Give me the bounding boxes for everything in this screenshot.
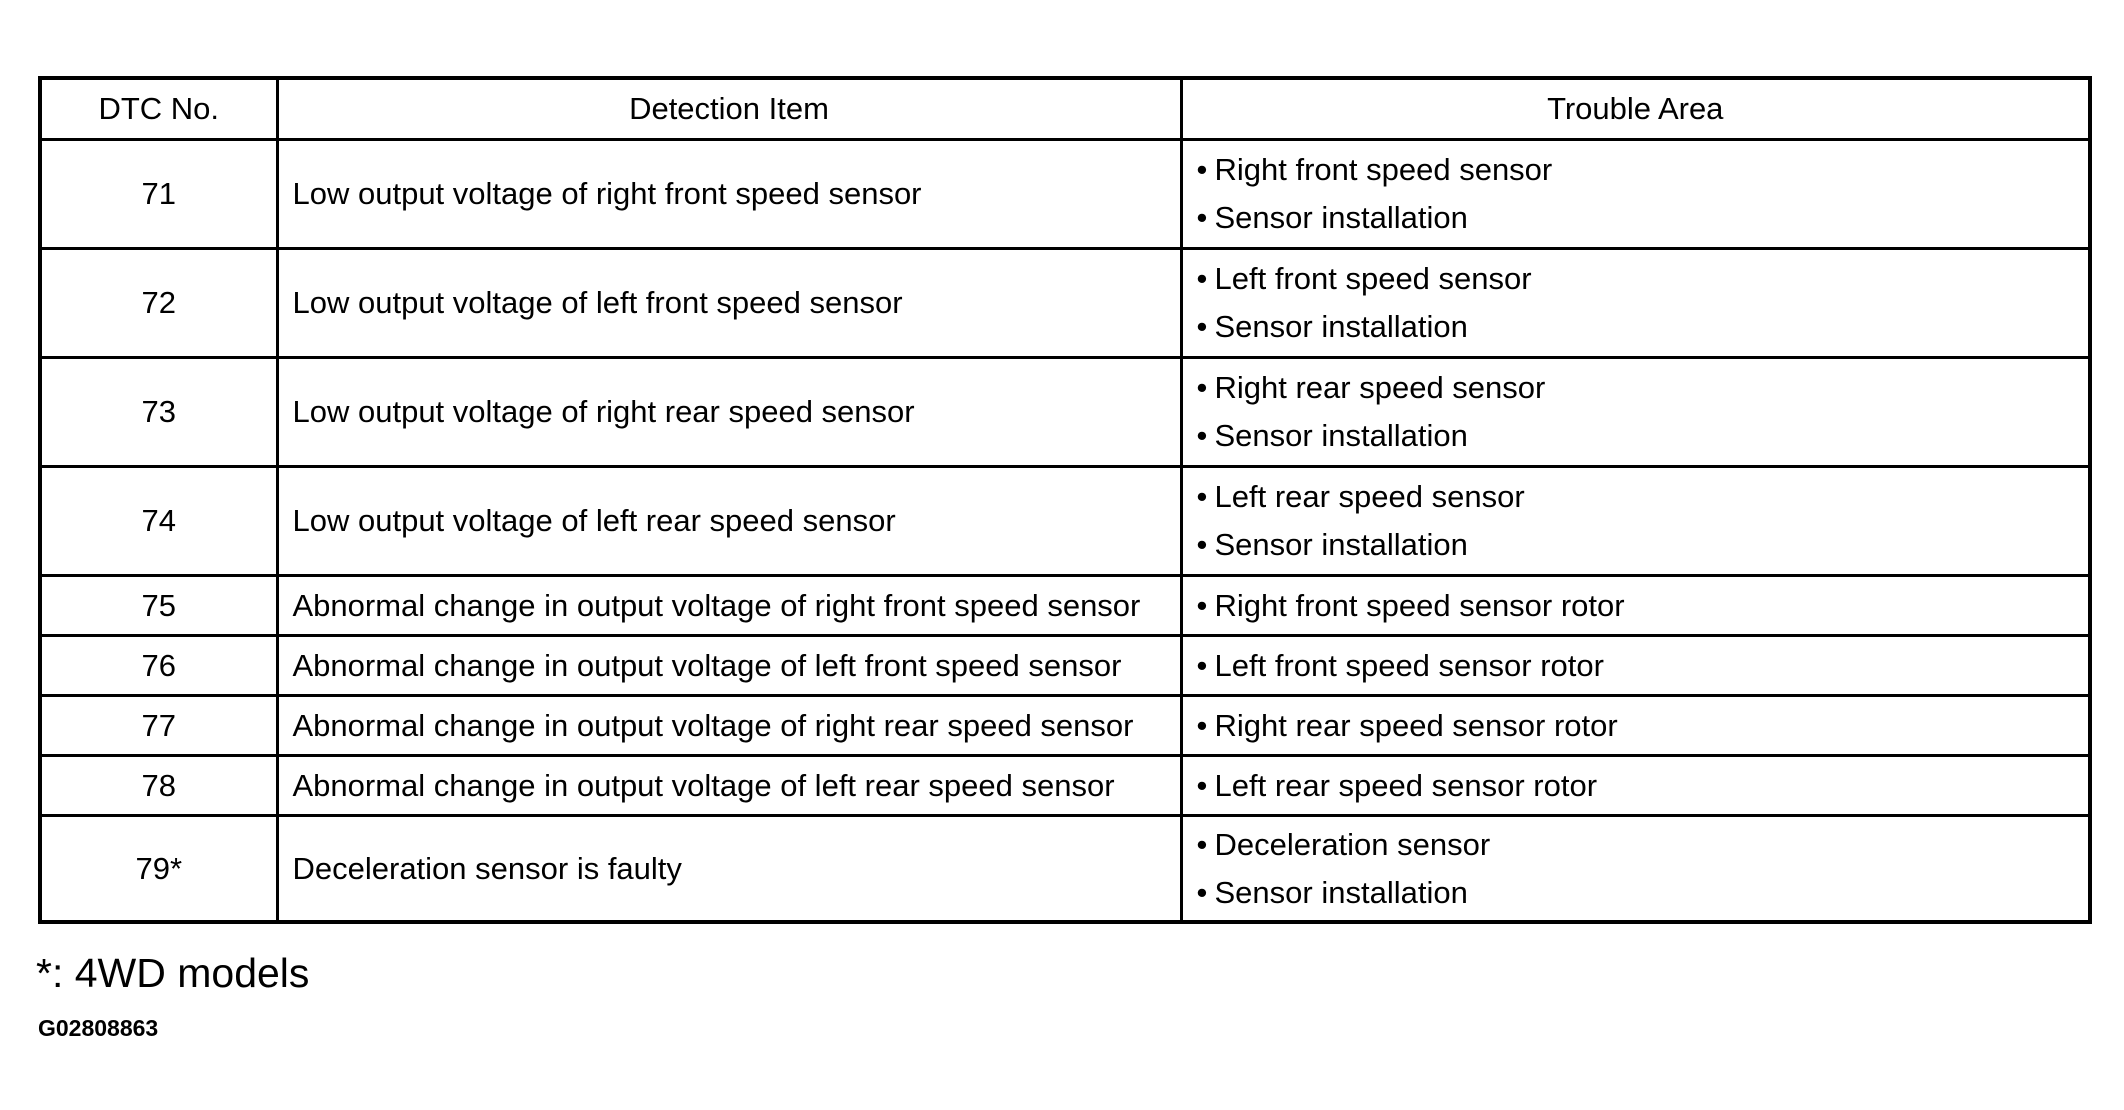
dtc-number-cell: 73 [40,358,277,467]
trouble-area-item [1197,521,2089,569]
detection-item-cell: Deceleration sensor is faulty [277,816,1181,923]
trouble-area-cell [1181,576,2090,636]
trouble-area-text: Right front speed sensor rotor [1214,587,1625,623]
trouble-area-cell [1181,696,2090,756]
trouble-area-item [1197,702,2089,750]
bullet-icon: • [1196,309,1208,344]
dtc-number-cell: 77 [40,696,277,756]
trouble-area-text: Left rear speed sensor [1214,479,1525,514]
bullet-icon: • [1196,418,1208,453]
table-body [40,140,2090,923]
trouble-area-cell [1181,816,2090,923]
trouble-area-cell [1181,358,2090,467]
detection-item-cell: Abnormal change in output voltage of left rear speed sensor [277,756,1181,816]
trouble-area-text: Left front speed sensor rotor [1214,647,1604,683]
table-row [40,358,2090,467]
trouble-area-cell [1181,467,2090,576]
column-header-trouble-area: Trouble Area [1181,78,2090,140]
detection-item-cell: Low output voltage of right rear speed sensor [277,358,1181,467]
table-row [40,756,2090,816]
dtc-table [38,76,2092,924]
figure-id: G02808863 [38,1015,159,1041]
bullet-icon: • [1196,479,1208,514]
table-row [40,140,2090,249]
dtc-number-cell: 78 [40,756,277,816]
trouble-area-item [1197,473,2089,521]
column-header-detection-item: Detection Item [277,78,1181,140]
table-row [40,636,2090,696]
bullet-icon: • [1196,527,1208,562]
trouble-area-item [1197,412,2089,460]
table-row [40,467,2090,576]
trouble-area-text: Right rear speed sensor rotor [1214,707,1618,743]
detection-item-cell: Low output voltage of left rear speed sensor [277,467,1181,576]
trouble-area-text: Deceleration sensor [1214,826,1491,862]
trouble-area-item [1197,303,2089,351]
trouble-area-text: Sensor installation [1214,418,1468,453]
trouble-area-text: Sensor installation [1214,309,1468,344]
trouble-area-item [1197,821,2089,869]
trouble-area-item [1197,582,2089,630]
dtc-number-cell: 72 [40,249,277,358]
trouble-area-item [1197,762,2089,810]
bullet-icon: • [1196,767,1208,803]
trouble-area-item [1197,255,2089,303]
dtc-number-cell: 71 [40,140,277,249]
trouble-area-text: Left rear speed sensor rotor [1214,767,1598,803]
trouble-area-item [1197,869,2089,917]
bullet-icon: • [1196,826,1208,862]
column-header-dtc-no: DTC No. [40,78,277,140]
bullet-icon: • [1196,587,1208,623]
trouble-area-item [1197,146,2089,194]
detection-item-cell: Abnormal change in output voltage of right rear speed sensor [277,696,1181,756]
trouble-area-text: Sensor installation [1214,527,1468,562]
trouble-area-cell [1181,249,2090,358]
trouble-area-item [1197,194,2089,242]
dtc-number-cell: 76 [40,636,277,696]
bullet-icon: • [1196,152,1208,187]
trouble-area-cell [1181,756,2090,816]
trouble-area-item [1197,364,2089,412]
table-row [40,576,2090,636]
table-header-row [40,78,2090,140]
trouble-area-text: Right front speed sensor [1214,152,1553,187]
footnote: *: 4WD models [36,950,310,996]
trouble-area-text: Right rear speed sensor [1214,370,1546,405]
bullet-icon: • [1196,370,1208,405]
bullet-icon: • [1196,200,1208,235]
table-row [40,249,2090,358]
trouble-area-text: Left front speed sensor [1214,261,1532,296]
trouble-area-cell [1181,636,2090,696]
bullet-icon: • [1196,647,1208,683]
table-row [40,816,2090,923]
detection-item-cell: Abnormal change in output voltage of left front speed sensor [277,636,1181,696]
trouble-area-text: Sensor installation [1214,874,1468,910]
detection-item-cell: Low output voltage of left front speed sensor [277,249,1181,358]
dtc-number-cell: 74 [40,467,277,576]
dtc-number-cell: 79* [40,816,277,923]
bullet-icon: • [1196,874,1208,910]
detection-item-cell: Abnormal change in output voltage of right front speed sensor [277,576,1181,636]
table-row [40,696,2090,756]
trouble-area-item [1197,642,2089,690]
bullet-icon: • [1196,707,1208,743]
trouble-area-cell [1181,140,2090,249]
dtc-number-cell: 75 [40,576,277,636]
trouble-area-text: Sensor installation [1214,200,1468,235]
detection-item-cell: Low output voltage of right front speed sensor [277,140,1181,249]
bullet-icon: • [1196,261,1208,296]
